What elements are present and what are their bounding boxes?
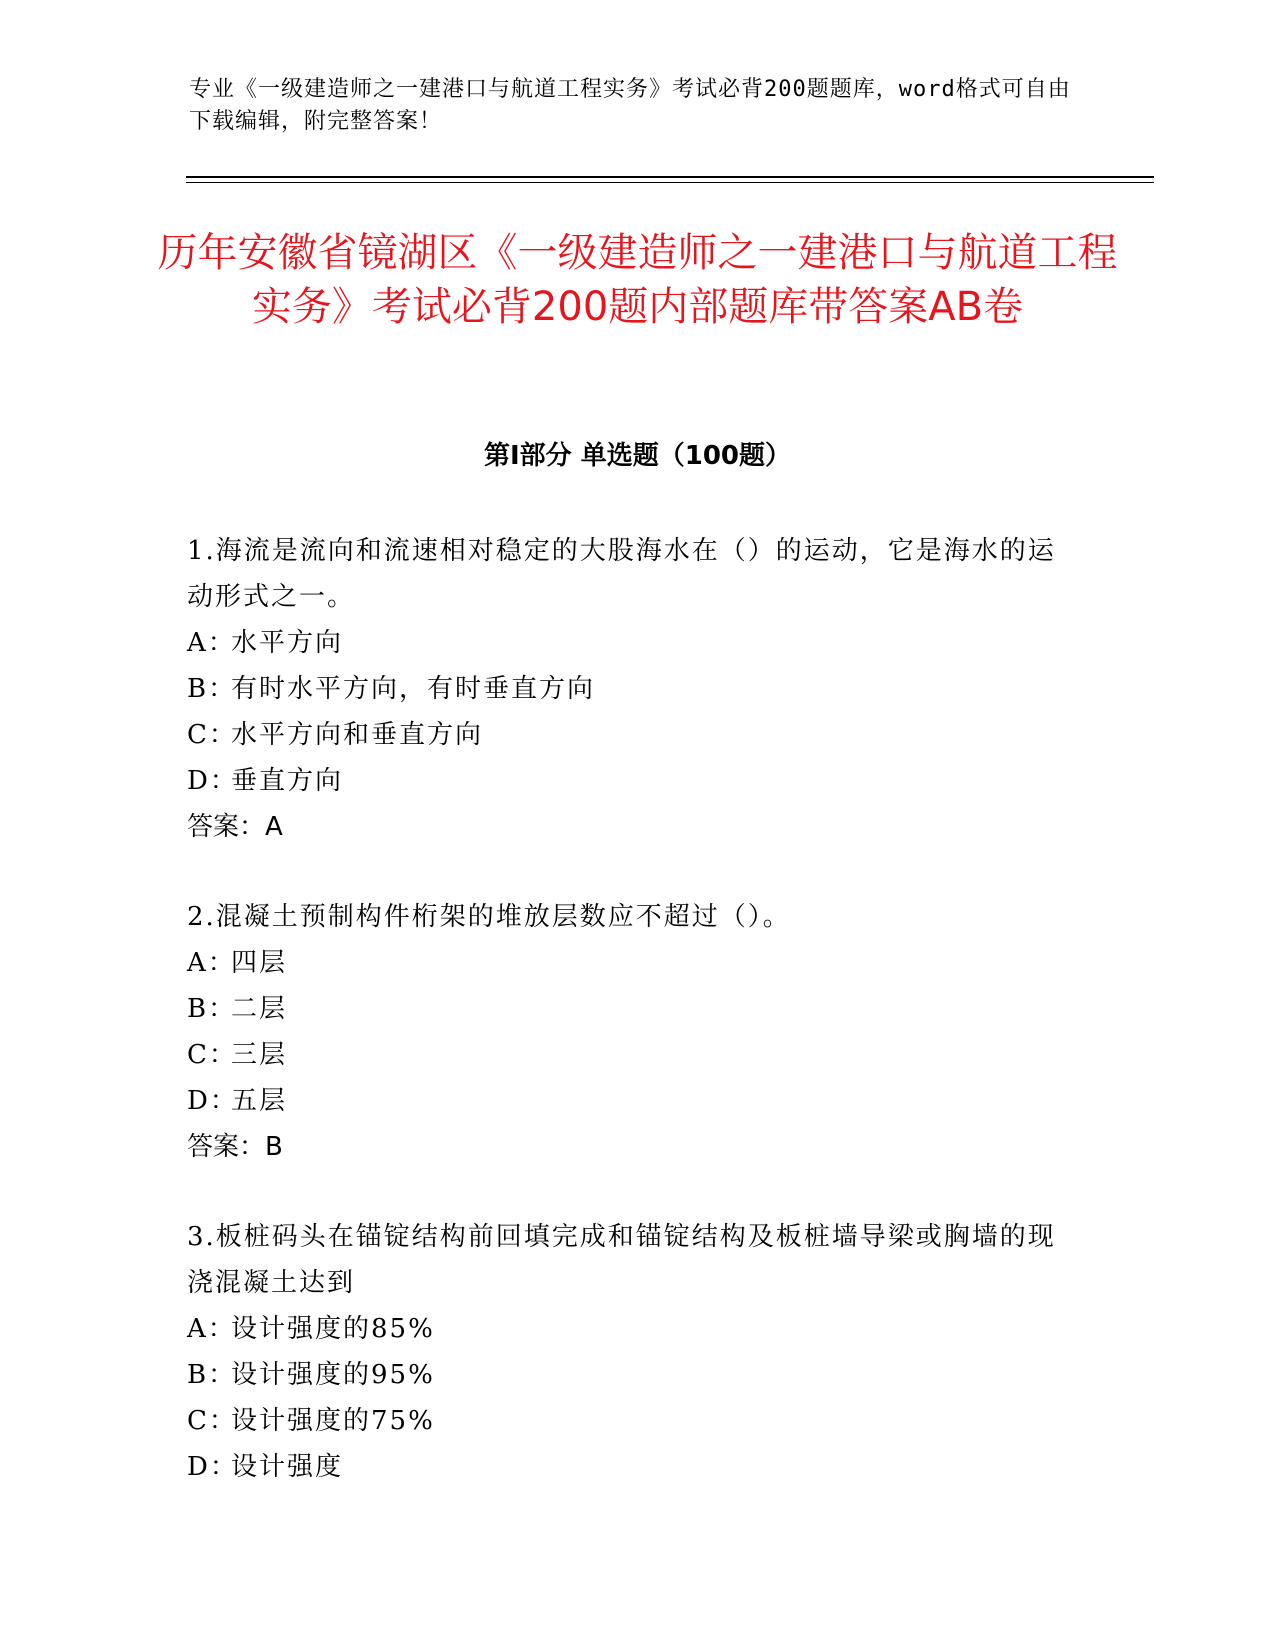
option-text: 设计强度的95% (231, 1360, 435, 1390)
option-b (187, 666, 1067, 712)
option-c (187, 1398, 1067, 1444)
option-b (187, 1352, 1067, 1398)
option-a (187, 1306, 1067, 1352)
question-list (187, 528, 1067, 1534)
option-key: B： (187, 1360, 237, 1390)
answer-line (187, 1124, 1067, 1170)
option-b (187, 986, 1067, 1032)
option-text: 垂直方向 (231, 766, 344, 796)
question-3 (187, 1214, 1067, 1490)
option-key: A： (187, 628, 236, 658)
option-key: D： (187, 1086, 238, 1116)
question-stem: 1.海流是流向和流速相对稳定的大股海水在（）的运动，它是海水的运动形式之一。 (187, 536, 1056, 612)
option-c (187, 712, 1067, 758)
option-text: 设计强度的85% (231, 1314, 435, 1344)
option-text: 五层 (231, 1086, 288, 1116)
answer-value: A (265, 812, 283, 842)
option-key: A： (187, 1314, 236, 1344)
option-text: 设计强度 (231, 1452, 344, 1482)
option-text: 三层 (231, 1040, 288, 1070)
option-c (187, 1032, 1067, 1078)
option-text: 有时水平方向，有时垂直方向 (231, 674, 596, 704)
question-2 (187, 894, 1067, 1170)
option-key: D： (187, 766, 238, 796)
option-key: B： (187, 994, 237, 1024)
document-title: 历年安徽省镜湖区《一级建造师之一建港口与航道工程实务》考试必背200题内部题库带答案AB卷 (157, 230, 1118, 330)
option-text: 四层 (231, 948, 288, 978)
option-key: C： (187, 1406, 237, 1436)
option-a (187, 940, 1067, 986)
header-note: 专业《一级建造师之一建港口与航道工程实务》考试必背200题题库，word格式可自由下载编辑，附完整答案！ (189, 77, 1071, 134)
answer-label: 答案： (187, 812, 266, 842)
option-d (187, 758, 1067, 804)
option-key: B： (187, 674, 237, 704)
option-key: D： (187, 1452, 238, 1482)
option-d (187, 1444, 1067, 1490)
option-key: A： (187, 948, 236, 978)
question-stem: 2.混凝土预制构件桁架的堆放层数应不超过（）。 (187, 902, 791, 932)
header-rule-thick (186, 176, 1154, 178)
option-text: 水平方向 (231, 628, 344, 658)
answer-label: 答案： (187, 1132, 266, 1162)
option-key: C： (187, 1040, 237, 1070)
question-1 (187, 528, 1067, 850)
option-key: C： (187, 720, 237, 750)
option-d (187, 1078, 1067, 1124)
question-stem: 3.板桩码头在锚锭结构前回填完成和锚锭结构及板桩墙导梁或胸墙的现浇混凝土达到 (187, 1222, 1056, 1298)
section-heading: 第I部分 单选题（100题） (484, 441, 791, 471)
option-a (187, 620, 1067, 666)
answer-value: B (265, 1132, 283, 1162)
option-text: 水平方向和垂直方向 (231, 720, 484, 750)
header-rule-thin (186, 182, 1154, 183)
answer-line (187, 804, 1067, 850)
option-text: 二层 (231, 994, 288, 1024)
option-text: 设计强度的75% (231, 1406, 435, 1436)
